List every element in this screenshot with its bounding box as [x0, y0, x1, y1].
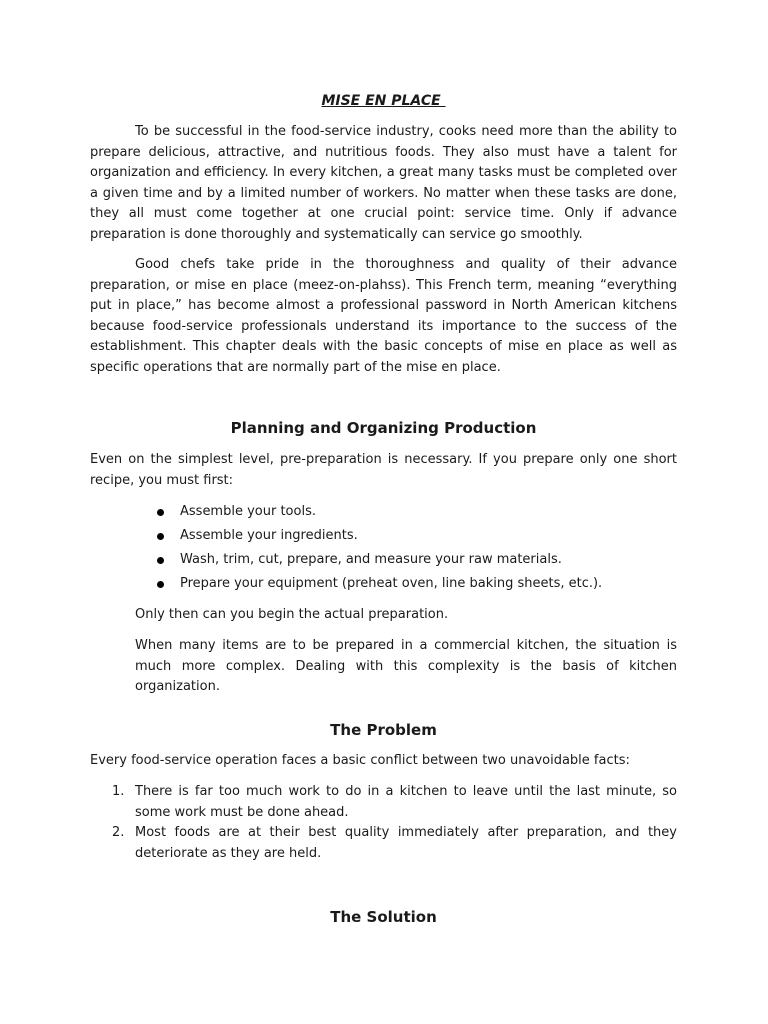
section-heading-solution: The Solution — [330, 908, 437, 926]
list-item-text: Wash, trim, cut, prepare, and measure your raw materials. — [180, 552, 562, 567]
problem-lead-paragraph: Every food-service operation faces a basic conflict between two unavoidable facts: — [90, 753, 630, 768]
bullet-icon — [157, 557, 164, 564]
list-item-text: There is far too much work to do in a kitchen to leave until the last minute, so some work must be done ahead. — [135, 784, 677, 820]
intro-paragraph-1: To be successful in the food-service industry, cooks need more than the ability to prepare delicious, attractive, and nutritious foods. They also must have a talent for organization and efficiency. In every kitchen, a great many tasks must be completed over a given time and by a limited number of workers. No matter when these tasks are done, they all must come together at one crucial point: service time. Only if advance preparation is done thoroughly and systematically can service go smoothly. — [90, 124, 677, 242]
list-item — [90, 549, 677, 573]
list-item — [90, 823, 677, 864]
list-item — [90, 501, 677, 525]
list-item-text: Assemble your tools. — [180, 504, 316, 519]
problem-numbered-list — [90, 782, 677, 864]
section-heading-problem: The Problem — [330, 721, 437, 739]
bullet-icon — [157, 509, 164, 516]
list-item — [90, 573, 677, 597]
list-item-text: Most foods are at their best quality immediately after preparation, and they deteriorate as they are held. — [135, 825, 677, 861]
planning-after-paragraph-1: Only then can you begin the actual preparation. — [135, 607, 449, 622]
list-item — [90, 782, 677, 823]
intro-paragraph-2: Good chefs take pride in the thoroughness and quality of their advance preparation, or mise en place (meez-on-plahss). This French term, meaning “everything put in place,” has become almost a professional password in North American kitchens because food-service professionals understand its importance to the success of the establishment. This chapter deals with the basic concepts of mise en place as well as specific operations that are normally part of the mise en place. — [90, 257, 677, 375]
planning-lead-paragraph: Even on the simplest level, pre-preparation is necessary. If you prepare only one short recipe, you must first: — [90, 452, 677, 488]
section-heading-planning: Planning and Organizing Production — [230, 419, 537, 437]
document-title: MISE EN PLACE — [321, 93, 446, 109]
planning-bullet-list — [90, 501, 677, 597]
list-item — [90, 525, 677, 549]
list-item-text: Assemble your ingredients. — [180, 528, 358, 543]
planning-after-paragraph-2: When many items are to be prepared in a commercial kitchen, the situation is much more complex. Dealing with this complexity is the basis of kitchen organization. — [135, 638, 677, 695]
list-number: 2. — [112, 825, 125, 841]
list-number: 1. — [112, 784, 125, 799]
bullet-icon — [157, 533, 164, 540]
bullet-icon — [157, 581, 164, 588]
list-item-text: Prepare your equipment (preheat oven, line baking sheets, etc.). — [180, 576, 603, 591]
